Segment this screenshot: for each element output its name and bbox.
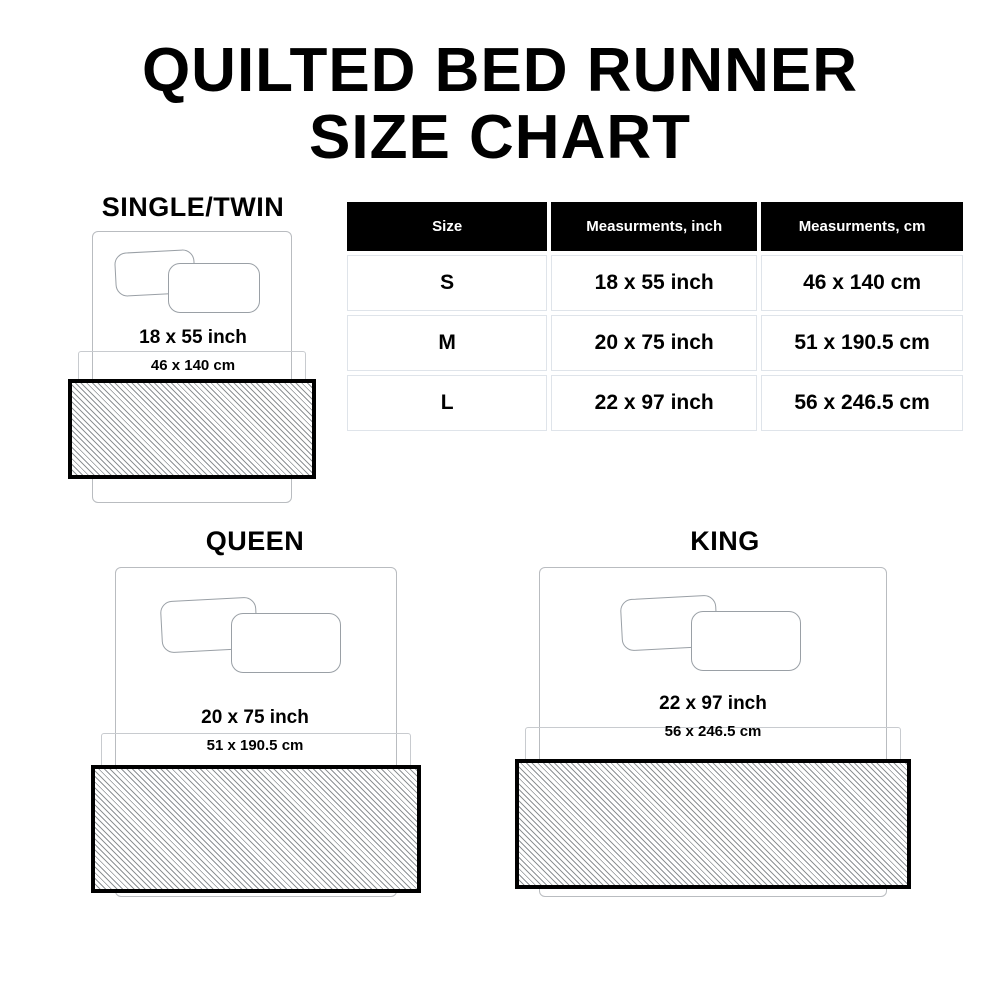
table-row	[347, 375, 963, 431]
cell-inch-l: 22 x 97 inch	[551, 375, 757, 431]
table-row	[347, 255, 963, 311]
cell-size-s: S	[347, 255, 547, 311]
cell-cm-m: 51 x 190.5 cm	[761, 315, 963, 371]
bed-diagram-queen	[85, 526, 425, 917]
dimension-cm-king: 56 x 246.5 cm	[664, 722, 762, 740]
dimension-inch-queen: 20 x 75 inch	[201, 706, 309, 728]
pillow-front	[691, 611, 801, 671]
dimension-cm-queen: 51 x 190.5 cm	[206, 736, 304, 754]
title-line-2: SIZE CHART	[309, 102, 691, 172]
size-table	[343, 198, 967, 435]
cell-size-l: L	[347, 375, 547, 431]
table-header-inch: Measurments, inch	[551, 202, 757, 251]
dimension-cm-single-twin: 46 x 140 cm	[150, 356, 236, 374]
bed-label-king: KING	[690, 525, 760, 556]
bed-runner-king	[515, 759, 911, 889]
bed-illustration-queen	[85, 567, 425, 917]
bed-label-single-twin: SINGLE/TWIN	[101, 191, 285, 222]
bed-diagram-single-twin	[58, 192, 328, 511]
cell-inch-s: 18 x 55 inch	[551, 255, 757, 311]
pillow-front	[168, 263, 260, 313]
bed-runner-queen	[91, 765, 421, 893]
pillow-front	[231, 613, 341, 673]
table-row	[347, 315, 963, 371]
table-header-row	[347, 202, 963, 251]
dimension-inch-single-twin: 18 x 55 inch	[139, 326, 247, 348]
bed-illustration-king	[515, 567, 935, 917]
top-section	[0, 192, 1000, 522]
table-header-size: Size	[347, 202, 547, 251]
page-title	[0, 0, 1000, 172]
bed-runner-single-twin	[68, 379, 316, 479]
table-header-cm: Measurments, cm	[761, 202, 963, 251]
bed-label-queen: QUEEN	[205, 525, 305, 556]
bed-diagram-king	[515, 526, 935, 917]
dimension-inch-king: 22 x 97 inch	[659, 692, 767, 714]
cell-inch-m: 20 x 75 inch	[551, 315, 757, 371]
bed-illustration-single-twin	[58, 231, 328, 511]
bottom-section	[0, 526, 1000, 926]
cell-cm-l: 56 x 246.5 cm	[761, 375, 963, 431]
title-line-1: QUILTED BED RUNNER	[141, 36, 859, 105]
cell-cm-s: 46 x 140 cm	[761, 255, 963, 311]
cell-size-m: M	[347, 315, 547, 371]
